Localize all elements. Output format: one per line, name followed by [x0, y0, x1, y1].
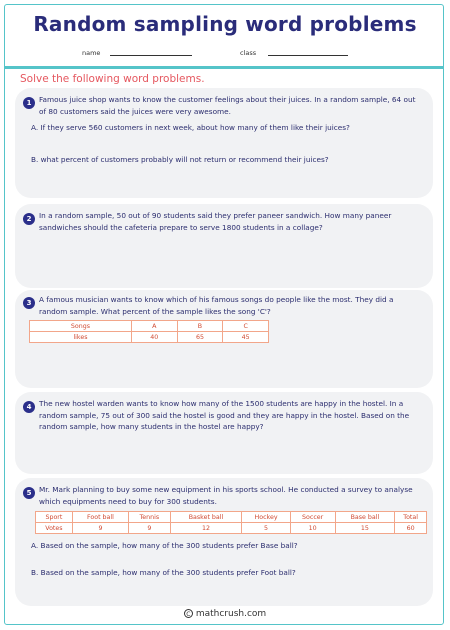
table-cell: Total	[395, 512, 427, 523]
question-card-5	[15, 478, 433, 606]
table-row	[36, 523, 427, 534]
question-text: Mr. Mark planning to buy some new equipment in his sports school. He conducted a survey to analyse which equipments need to buy for 300 students.	[39, 485, 413, 506]
table-cell: 9	[129, 523, 171, 534]
table-cell: Sport	[36, 512, 73, 523]
table-cell: 12	[170, 523, 242, 534]
table-cell: 40	[131, 332, 177, 343]
table-cell: 45	[223, 332, 269, 343]
class-label: class	[240, 49, 257, 57]
question-part-b: B. Based on the sample, how many of the 300 students prefer Foot ball?	[31, 568, 296, 577]
table-cell: Base ball	[335, 512, 395, 523]
table-cell: B	[177, 321, 223, 332]
question-card-4	[15, 392, 433, 474]
question-number-badge: 5	[23, 487, 35, 499]
table-cell: Hockey	[242, 512, 290, 523]
table-cell: Foot ball	[72, 512, 128, 523]
question-text: In a random sample, 50 out of 90 students said they prefer paneer sandwich. How many paneer sandwiches should the cafeteria prepare to serve 1800 students in a collage?	[39, 211, 392, 232]
table-cell: Votes	[36, 523, 73, 534]
table-cell: 15	[335, 523, 395, 534]
name-label: name	[82, 49, 101, 57]
worksheet-title: Random sampling word problems	[33, 12, 417, 36]
table-cell: 9	[72, 523, 128, 534]
header-divider	[5, 66, 444, 69]
question-card-3	[15, 290, 433, 388]
songs-table	[29, 320, 269, 343]
table-cell: likes	[30, 332, 132, 343]
question-number-badge: 2	[23, 213, 35, 225]
name-blank-line	[110, 55, 192, 56]
table-cell: Soccer	[290, 512, 335, 523]
sports-table	[35, 511, 427, 534]
table-cell: A	[131, 321, 177, 332]
question-number-badge: 1	[23, 97, 35, 109]
table-cell: 60	[395, 523, 427, 534]
table-cell: 5	[242, 523, 290, 534]
question-card-2	[15, 204, 433, 288]
table-header-row	[36, 512, 427, 523]
question-text: The new hostel warden wants to know how many of the 1500 students are happy in the hostel. In a random sample, 75 out of 300 said the hostel is good and they are happy in the hostel. Based on the random sample, how many students in the hostel are happy?	[39, 399, 410, 431]
question-card-1	[15, 88, 433, 198]
table-header-row	[30, 321, 269, 332]
question-text: Famous juice shop wants to know the customer feelings about their juices. In a random sample, 64 out of 80 customers said the juices were very awesome.	[39, 95, 416, 116]
question-part-b: B. what percent of customers probably will not return or recommend their juices?	[31, 155, 329, 164]
question-number-badge: 4	[23, 401, 35, 413]
class-blank-line	[268, 55, 348, 56]
table-cell: C	[223, 321, 269, 332]
table-cell: 65	[177, 332, 223, 343]
table-cell: Songs	[30, 321, 132, 332]
table-cell: Tennis	[129, 512, 171, 523]
site-name: mathcrush.com	[195, 609, 267, 619]
footer	[0, 609, 450, 619]
question-part-a: A. Based on the sample, how many of the 300 students prefer Base ball?	[31, 541, 298, 550]
table-cell: Basket ball	[170, 512, 242, 523]
table-cell: 10	[290, 523, 335, 534]
question-part-a: A. If they serve 560 customers in next week, about how many of them like their juices?	[31, 123, 350, 132]
instructions: Solve the following word problems.	[20, 73, 205, 85]
question-number-badge: 3	[23, 297, 35, 309]
table-row	[30, 332, 269, 343]
question-text: A famous musician wants to know which of his famous songs do people like the most. They did a random sample. What percent of the sample likes the song 'C'?	[39, 295, 394, 316]
copyright-icon: C	[184, 609, 193, 618]
